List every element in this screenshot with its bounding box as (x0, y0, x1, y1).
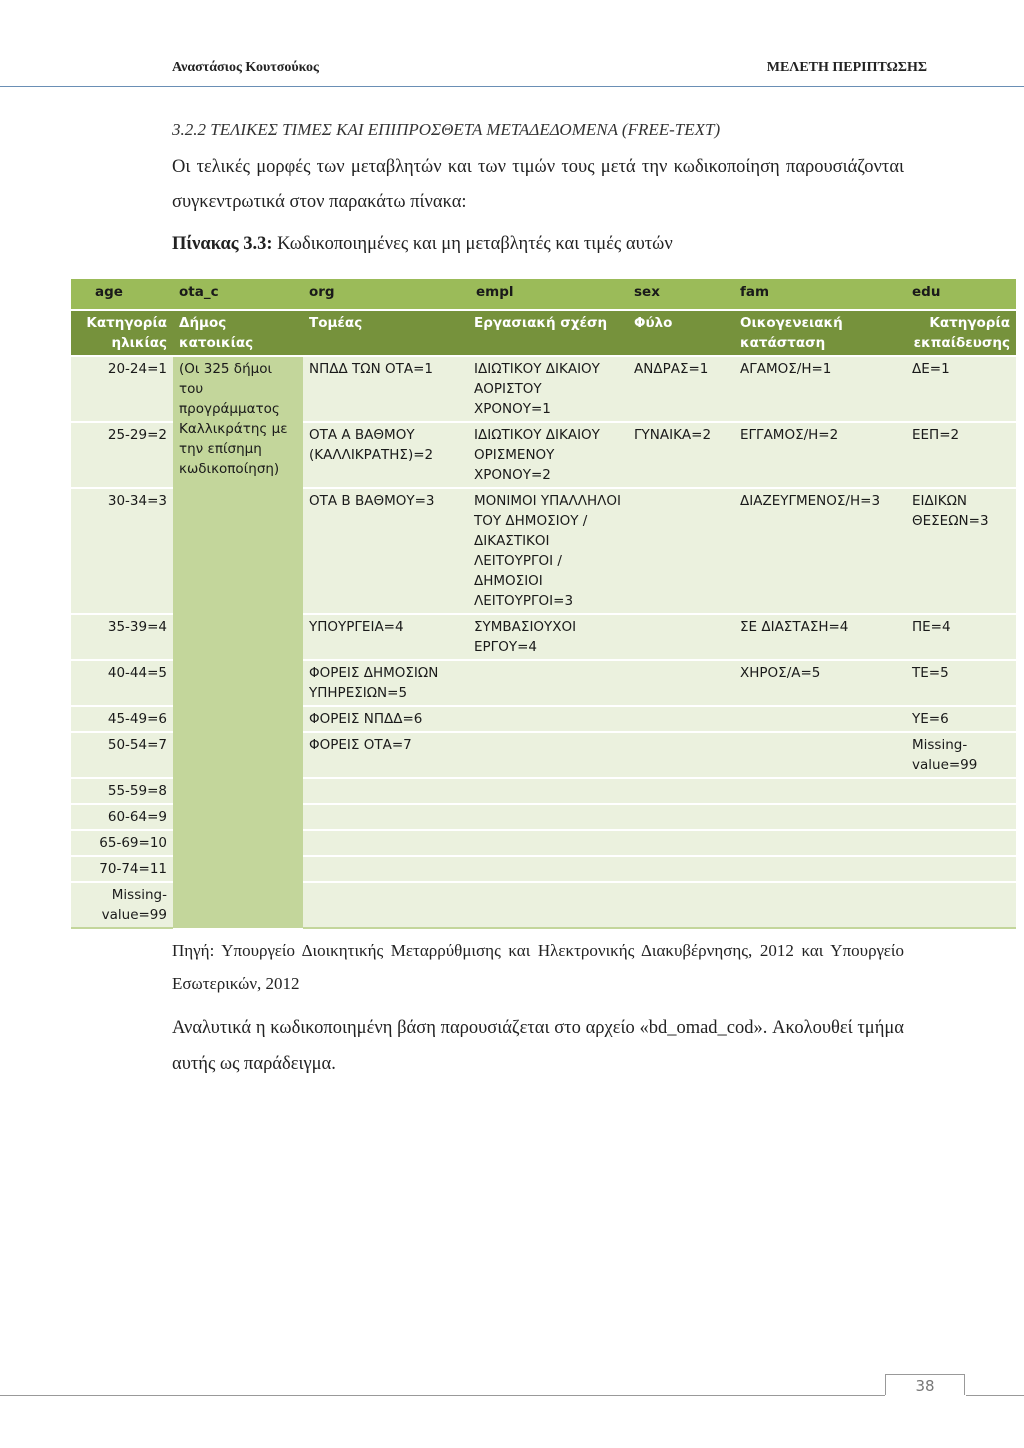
var-label-cell: Φύλο (628, 310, 734, 356)
age-cell: 65-69=10 (71, 830, 173, 856)
empl-cell (468, 706, 628, 732)
var-label-cell: Δήμος κατοικίας (173, 310, 303, 356)
fam-cell: ΧΗΡΟΣ/Α=5 (734, 660, 906, 706)
empl-cell (468, 856, 628, 882)
empl-cell (468, 778, 628, 804)
var-label-cell: Εργασιακή σχέση (468, 310, 628, 356)
age-cell: 45-49=6 (71, 706, 173, 732)
edu-cell (906, 882, 1016, 928)
empl-cell (468, 732, 628, 778)
fam-cell (734, 882, 906, 928)
org-cell (303, 830, 468, 856)
fam-cell (734, 732, 906, 778)
sex-cell (628, 660, 734, 706)
empl-cell (468, 660, 628, 706)
section-title: 3.2.2 ΤΕΛΙΚΕΣ ΤΙΜΕΣ ΚΑΙ ΕΠΙΠΡΟΣΘΕΤΑ ΜΕΤΑΔΕΔΟΜΕΝΑ (FREE-TEXT) (172, 120, 721, 139)
edu-cell: ΥΕ=6 (906, 706, 1016, 732)
org-cell: ΦΟΡΕΙΣ ΝΠΔΔ=6 (303, 706, 468, 732)
ota-note-cell: (Οι 325 δήμοι του προγράμματος Καλλικράτης με την επίσημη κωδικοποίηση) (173, 356, 303, 928)
intro-paragraph: Οι τελικές μορφές των μεταβλητών και των τιμών τους μετά την κωδικοποίηση παρουσιάζονται συγκεντρωτικά στον παρακάτω πίνακα: (172, 157, 904, 212)
fam-cell: ΣΕ ΔΙΑΣΤΑΣΗ=4 (734, 614, 906, 660)
var-label-cell: Τομέας (303, 310, 468, 356)
var-name-cell: edu (906, 279, 1016, 310)
page-footer (0, 1374, 1024, 1404)
sex-cell (628, 856, 734, 882)
source-note: Πηγή: Υπουργείο Διοικητικής Μεταρρύθμισης και Ηλεκτρονικής Διακυβέρνησης, 2012 και Υπουργείο Εσωτερικών, 2012 (172, 941, 904, 993)
fam-cell (734, 830, 906, 856)
org-cell (303, 778, 468, 804)
edu-cell (906, 830, 1016, 856)
var-label-cell: Οικογενειακή κατάσταση (734, 310, 906, 356)
sex-cell: ΑΝΔΡΑΣ=1 (628, 356, 734, 422)
org-cell: ΦΟΡΕΙΣ ΟΤΑ=7 (303, 732, 468, 778)
sex-cell (628, 778, 734, 804)
age-cell: 50-54=7 (71, 732, 173, 778)
fam-cell: ΕΓΓΑΜΟΣ/Η=2 (734, 422, 906, 488)
empl-cell (468, 830, 628, 856)
sex-cell (628, 488, 734, 614)
org-cell (303, 804, 468, 830)
fam-cell (734, 706, 906, 732)
var-name-cell: org (303, 279, 468, 310)
var-name-cell: fam (734, 279, 906, 310)
edu-cell: ΠΕ=4 (906, 614, 1016, 660)
age-cell: 30-34=3 (71, 488, 173, 614)
sex-cell (628, 804, 734, 830)
var-name-cell: empl (468, 279, 628, 310)
empl-cell: ΙΔΙΩΤΙΚΟΥ ΔΙΚΑΙΟΥ ΟΡΙΣΜΕΝΟΥ ΧΡΟΝΟΥ=2 (468, 422, 628, 488)
sex-cell (628, 706, 734, 732)
header-rule (0, 86, 1024, 87)
age-cell: 60-64=9 (71, 804, 173, 830)
edu-cell: ΕΕΠ=2 (906, 422, 1016, 488)
sex-cell (628, 614, 734, 660)
sex-cell: ΓΥΝΑΙΚΑ=2 (628, 422, 734, 488)
org-cell: ΥΠΟΥΡΓΕΙΑ=4 (303, 614, 468, 660)
codes-table (71, 279, 1016, 929)
table-caption-text: Κωδικοποιημένες και μη μεταβλητές και τιμές αυτών (272, 234, 673, 254)
fam-cell (734, 856, 906, 882)
sex-cell (628, 732, 734, 778)
footer-rule-right (966, 1395, 1024, 1396)
fam-cell (734, 778, 906, 804)
edu-cell (906, 778, 1016, 804)
org-cell: ΟΤΑ Α ΒΑΘΜΟΥ (ΚΑΛΛΙΚΡΑΤΗΣ)=2 (303, 422, 468, 488)
analysis-paragraph: Αναλυτικά η κωδικοποιημένη βάση παρουσιάζεται στο αρχείο «bd_omad_cod». Ακολουθεί τμήμα αυτής ως παράδειγμα. (172, 1018, 904, 1074)
table-row (71, 356, 1016, 422)
org-cell (303, 856, 468, 882)
sex-cell (628, 882, 734, 928)
table-caption-label: Πίνακας 3.3: (172, 234, 273, 254)
header-chapter: ΜΕΛΕΤΗ ΠΕΡΙΠΤΩΣΗΣ (766, 60, 927, 75)
edu-cell: ΤΕ=5 (906, 660, 1016, 706)
var-name-cell: ota_c (173, 279, 303, 310)
org-cell: ΝΠΔΔ ΤΩΝ ΟΤΑ=1 (303, 356, 468, 422)
footer-rule-left (0, 1395, 885, 1396)
org-cell (303, 882, 468, 928)
codes-table-body (71, 279, 1016, 928)
edu-cell (906, 856, 1016, 882)
age-cell: 40-44=5 (71, 660, 173, 706)
edu-cell: ΕΙΔΙΚΩΝ ΘΕΣΕΩΝ=3 (906, 488, 1016, 614)
page-number: 38 (885, 1374, 965, 1395)
edu-cell: Missing-value=99 (906, 732, 1016, 778)
empl-cell: ΣΥΜΒΑΣΙΟΥΧΟΙ ΕΡΓΟΥ=4 (468, 614, 628, 660)
variable-names-row (71, 279, 1016, 310)
var-name-cell: sex (628, 279, 734, 310)
age-cell: 70-74=11 (71, 856, 173, 882)
empl-cell: ΙΔΙΩΤΙΚΟΥ ΔΙΚΑΙΟΥ ΑΟΡΙΣΤΟΥ ΧΡΟΝΟΥ=1 (468, 356, 628, 422)
sex-cell (628, 830, 734, 856)
age-cell: Missing-value=99 (71, 882, 173, 928)
edu-cell (906, 804, 1016, 830)
header-author: Αναστάσιος Κουτσούκος (172, 60, 319, 75)
empl-cell (468, 882, 628, 928)
fam-cell: ΔΙΑΖΕΥΓΜΕΝΟΣ/Η=3 (734, 488, 906, 614)
fam-cell: ΑΓΑΜΟΣ/Η=1 (734, 356, 906, 422)
age-cell: 25-29=2 (71, 422, 173, 488)
age-cell: 35-39=4 (71, 614, 173, 660)
table-caption (172, 234, 673, 255)
edu-cell: ΔΕ=1 (906, 356, 1016, 422)
variable-labels-row (71, 310, 1016, 356)
empl-cell (468, 804, 628, 830)
org-cell: ΦΟΡΕΙΣ ΔΗΜΟΣΙΩΝ ΥΠΗΡΕΣΙΩΝ=5 (303, 660, 468, 706)
empl-cell: ΜΟΝΙΜΟΙ ΥΠΑΛΛΗΛΟΙ ΤΟΥ ΔΗΜΟΣΙΟΥ /ΔΙΚΑΣΤΙΚΟΙ ΛΕΙΤΟΥΡΓΟΙ /ΔΗΜΟΣΙΟΙ ΛΕΙΤΟΥΡΓΟΙ=3 (468, 488, 628, 614)
var-label-cell: Κατηγορία ηλικίας (71, 310, 173, 356)
age-cell: 20-24=1 (71, 356, 173, 422)
var-label-cell: Κατηγορία εκπαίδευσης (906, 310, 1016, 356)
var-name-cell: age (71, 279, 173, 310)
fam-cell (734, 804, 906, 830)
age-cell: 55-59=8 (71, 778, 173, 804)
org-cell: ΟΤΑ Β ΒΑΘΜΟΥ=3 (303, 488, 468, 614)
page-header (172, 60, 927, 82)
